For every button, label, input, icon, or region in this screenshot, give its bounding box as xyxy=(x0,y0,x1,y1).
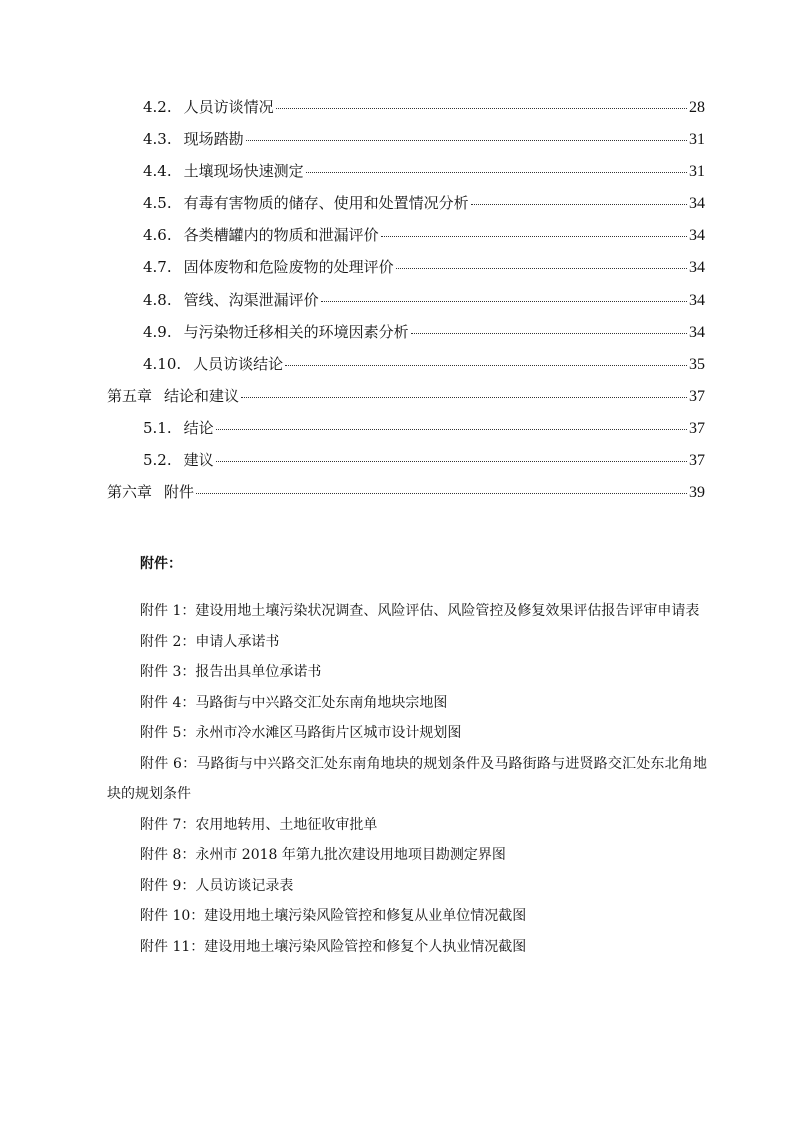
toc-entry[interactable] xyxy=(107,192,705,224)
attachment-item: 附件 4：马路街与中兴路交汇处东南角地块宗地图 xyxy=(140,694,448,711)
toc-page-number: 34 xyxy=(689,323,705,341)
attachment-item: 附件 1：建设用地土壤污染状况调查、风险评估、风险管控及修复效果评估报告评审申请表 xyxy=(140,603,700,619)
toc-page-number: 31 xyxy=(689,131,705,149)
toc-title: 土壤现场快速测定 xyxy=(183,162,304,181)
toc-number: 4.6. xyxy=(143,226,172,245)
toc-page-number: 34 xyxy=(689,291,705,309)
toc-number: 第六章 xyxy=(107,483,153,502)
toc-dot-leader xyxy=(411,333,687,334)
toc-dot-leader xyxy=(196,493,687,494)
attachment-item: 附件 2：申请人承诺书 xyxy=(140,633,280,650)
toc-entry[interactable] xyxy=(107,481,705,513)
toc-entry[interactable] xyxy=(107,96,705,128)
toc-number: 4.4. xyxy=(143,162,172,181)
toc-dot-leader xyxy=(381,236,687,237)
toc-entry[interactable] xyxy=(107,449,705,481)
toc-title: 现场踏勘 xyxy=(183,130,244,149)
toc-number: 4.8. xyxy=(143,290,172,309)
toc-dot-leader xyxy=(216,429,687,430)
toc-entry[interactable] xyxy=(107,417,705,449)
toc-title: 结论 xyxy=(183,418,214,437)
attachment-item: 附件 6：马路街与中兴路交汇处东南角地块的规划条件及马路街路与进贤路交汇处东北角地块的规划条件 xyxy=(107,755,707,802)
toc-title: 各类槽罐内的物质和泄漏评价 xyxy=(183,226,379,245)
toc-page-number: 34 xyxy=(689,227,705,245)
toc-page-number: 37 xyxy=(689,387,705,405)
toc-entry[interactable] xyxy=(107,160,705,192)
toc-page-number: 34 xyxy=(689,259,705,277)
toc-number: 第五章 xyxy=(107,386,153,405)
toc-entry[interactable] xyxy=(107,321,705,353)
attachment-item: 附件 10：建设用地土壤污染风险管控和修复从业单位情况截图 xyxy=(140,908,527,924)
attachment-item: 附件 8：永州市 2018 年第九批次建设用地项目勘测定界图 xyxy=(140,847,506,863)
toc-title: 有毒有害物质的储存、使用和处置情况分析 xyxy=(183,194,469,213)
toc-title: 附件 xyxy=(164,483,195,502)
toc-title: 结论和建议 xyxy=(164,386,240,405)
toc-title: 建议 xyxy=(183,451,214,470)
toc-entry[interactable] xyxy=(107,353,705,385)
attachments-list xyxy=(107,596,707,962)
toc-dot-leader xyxy=(216,461,687,462)
toc-entry[interactable] xyxy=(107,128,705,160)
toc-page-number: 34 xyxy=(689,195,705,213)
toc-entry[interactable] xyxy=(107,385,705,417)
attachments-heading: 附件： xyxy=(140,556,182,572)
attachment-item: 附件 5：永州市冷水滩区马路街片区城市设计规划图 xyxy=(140,725,462,741)
toc-title: 管线、沟渠泄漏评价 xyxy=(183,290,319,309)
attachment-item: 附件 11：建设用地土壤污染风险管控和修复个人执业情况截图 xyxy=(140,938,527,955)
attachment-item: 附件 7：农用地转用、土地征收审批单 xyxy=(140,816,378,833)
toc-title: 人员访谈结论 xyxy=(193,354,284,373)
toc-dot-leader xyxy=(276,108,687,109)
toc-dot-leader xyxy=(285,365,687,366)
toc-entry[interactable] xyxy=(107,224,705,256)
toc-number: 5.2. xyxy=(143,451,172,470)
toc-entry[interactable] xyxy=(107,256,705,288)
toc-page-number: 31 xyxy=(689,163,705,181)
toc-title: 人员访谈情况 xyxy=(183,98,274,116)
toc-number: 4.7. xyxy=(143,258,172,277)
toc-number: 5.1. xyxy=(143,418,172,437)
table-of-contents xyxy=(107,96,705,513)
toc-dot-leader xyxy=(241,397,687,398)
toc-entry[interactable] xyxy=(107,289,705,321)
toc-page-number: 28 xyxy=(689,99,705,116)
toc-number: 4.10. xyxy=(143,354,182,373)
toc-dot-leader xyxy=(321,301,687,302)
toc-number: 4.9. xyxy=(143,322,172,341)
attachment-item: 附件 9：人员访谈记录表 xyxy=(140,877,294,894)
toc-dot-leader xyxy=(246,140,687,141)
toc-number: 4.2. xyxy=(143,98,172,116)
toc-page-number: 37 xyxy=(689,452,705,470)
toc-number: 4.3. xyxy=(143,130,172,149)
attachments-section xyxy=(107,553,707,962)
toc-page-number: 39 xyxy=(689,484,705,502)
toc-dot-leader xyxy=(471,204,687,205)
toc-dot-leader xyxy=(306,172,687,173)
toc-page-number: 37 xyxy=(689,419,705,437)
toc-title: 与污染物迁移相关的环境因素分析 xyxy=(183,322,409,341)
toc-dot-leader xyxy=(396,268,687,269)
attachment-item: 附件 3：报告出具单位承诺书 xyxy=(140,664,322,680)
toc-page-number: 35 xyxy=(689,355,705,373)
toc-number: 4.5. xyxy=(143,194,172,213)
toc-title: 固体废物和危险废物的处理评价 xyxy=(183,258,394,277)
